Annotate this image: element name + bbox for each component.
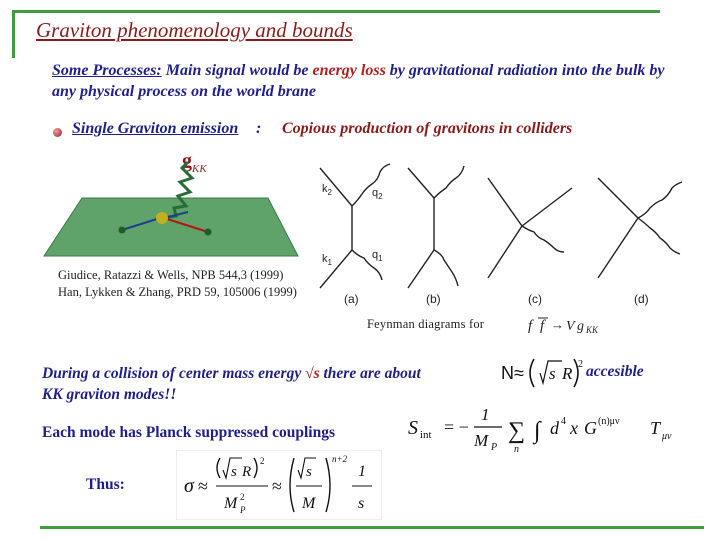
s-int-t-sub: μν <box>662 431 672 442</box>
sigma-s-1: s <box>231 464 237 480</box>
frame-top-bar <box>12 10 660 13</box>
sigma-r-power: 2 <box>260 456 265 466</box>
bullet-icon <box>53 128 62 137</box>
process-f1: f <box>528 318 533 334</box>
n-paren-left <box>530 359 534 387</box>
sigma-r: R <box>242 464 252 480</box>
sigma-symbol: σ <box>184 475 194 497</box>
diagram-label-d: (d) <box>634 292 649 306</box>
sigma-one: 1 <box>358 463 366 480</box>
vertex-dot-right <box>205 229 212 236</box>
each-mode-text: Each mode has Planck suppressed couplings <box>42 424 335 441</box>
brane-plane <box>44 198 298 256</box>
collision-paragraph <box>42 363 502 405</box>
label-k2: $k_2$ <box>322 183 332 197</box>
processes-label: Some Processes: <box>52 62 162 79</box>
sigma-m-denom: M <box>224 495 238 512</box>
s-int-integral: ∫ <box>534 418 541 444</box>
bullet-description: Copious production of gravitons in colliders <box>282 120 573 137</box>
line-c-lower-left <box>488 226 522 278</box>
sigma-approx-2: ≈ <box>272 476 282 496</box>
collision-text-a: During a collision of center mass energy <box>42 365 306 382</box>
n-r: R <box>562 364 573 383</box>
diagram-label-a: (a) <box>344 292 359 306</box>
s-int-t: T <box>650 418 661 438</box>
feynman-diagrams <box>312 158 712 310</box>
s-int-g: G <box>584 418 597 438</box>
s-int-eq: = − <box>444 417 469 437</box>
s-int-sub: int <box>420 429 432 441</box>
photon-c <box>522 226 564 252</box>
s-int-one: 1 <box>481 405 490 424</box>
s-int-s: S <box>408 417 418 439</box>
photon-b-lower <box>434 250 458 286</box>
references <box>58 267 297 301</box>
frame-bottom-bar <box>40 526 704 529</box>
sigma-m-sub: P <box>240 505 246 515</box>
sigma-s-2: s <box>306 464 312 480</box>
gkk-symbol: g <box>182 150 192 172</box>
n-lhs: N <box>501 363 514 383</box>
diagram-c <box>488 178 572 306</box>
s-int-p: P <box>491 442 498 453</box>
s-int-m: M <box>474 431 489 450</box>
process-v: V <box>566 319 575 334</box>
line-b-lower <box>408 250 434 288</box>
heading-colon: : <box>256 120 262 137</box>
sigma-m-power: 2 <box>240 492 245 502</box>
sigma-m-2: M <box>302 495 316 512</box>
reference-2: Han, Lykken & Zhang, PRD 59, 105006 (1999) <box>58 285 297 299</box>
s-int-formula <box>404 400 700 456</box>
line-d-upper-left <box>598 178 638 218</box>
s-int-g-sup: (n)μν <box>598 416 620 427</box>
processes-text-a: Main signal would be <box>161 62 313 79</box>
label-q2: $q_2$ <box>372 187 383 201</box>
line-d-lower-left <box>598 218 638 278</box>
label-k1: $k_1$ <box>322 253 332 267</box>
collision-text-c: KK graviton modes!! <box>42 386 177 403</box>
s-int-n: n <box>514 444 519 455</box>
process-arrow: → <box>551 317 564 332</box>
photon-b-upper <box>434 166 464 198</box>
diagram-label-b: (b) <box>426 292 441 306</box>
collision-text-b: there are about <box>319 365 421 382</box>
process-g: g <box>577 319 584 334</box>
n-power: 2 <box>578 359 583 370</box>
feynman-caption: Feynman diagrams for <box>367 317 485 331</box>
energy-loss-highlight: energy loss <box>312 62 386 79</box>
processes-text-b: by gravitational radiation into the bulk by any physical process on the world brane <box>52 62 665 100</box>
processes-paragraph <box>52 60 692 102</box>
line-b-upper <box>408 168 434 198</box>
diagram-label-c: (c) <box>528 292 542 306</box>
diagram-a <box>320 164 390 306</box>
process-f2: f <box>540 318 545 334</box>
sigma-np2: n+2 <box>332 454 348 464</box>
slide-title: Graviton phenomenology and bounds <box>36 18 353 42</box>
n-root-s: s <box>549 364 556 383</box>
s-int-x: x <box>570 418 578 438</box>
frame-left-bar <box>12 10 15 58</box>
diagram-d <box>598 178 682 306</box>
line-c-upper-left <box>488 178 522 226</box>
n-formula <box>500 355 586 391</box>
brane-illustration <box>36 160 306 265</box>
thus-label: Thus: <box>86 476 125 493</box>
vertex-dot-left <box>119 227 126 234</box>
n-eq: ≈ <box>514 363 524 383</box>
single-graviton-heading: Single Graviton emission <box>72 120 239 137</box>
process-kk: KK <box>586 325 599 335</box>
photon-a-upper <box>352 164 390 206</box>
label-q1: $q_1$ <box>372 249 383 263</box>
sqrt-s: √s <box>305 365 320 382</box>
sigma-formula <box>176 450 382 520</box>
reference-1: Giudice, Ratazzi & Wells, NPB 544,3 (1999) <box>58 268 284 282</box>
sigma-s-3: s <box>358 495 365 512</box>
photon-d-upper <box>638 182 682 218</box>
line-c-right <box>522 188 572 226</box>
s-int-sum: ∑ <box>508 418 526 444</box>
feynman-process-formula <box>524 312 604 338</box>
sigma-approx-1: ≈ <box>198 476 208 496</box>
diagram-b <box>408 166 464 306</box>
accesible-text: accesible <box>586 363 644 380</box>
gkk-subscript: KK <box>192 163 207 175</box>
photon-d-lower <box>638 218 680 254</box>
s-int-d: d <box>550 418 559 438</box>
s-int-four: 4 <box>561 416 566 427</box>
collision-point <box>156 212 168 224</box>
